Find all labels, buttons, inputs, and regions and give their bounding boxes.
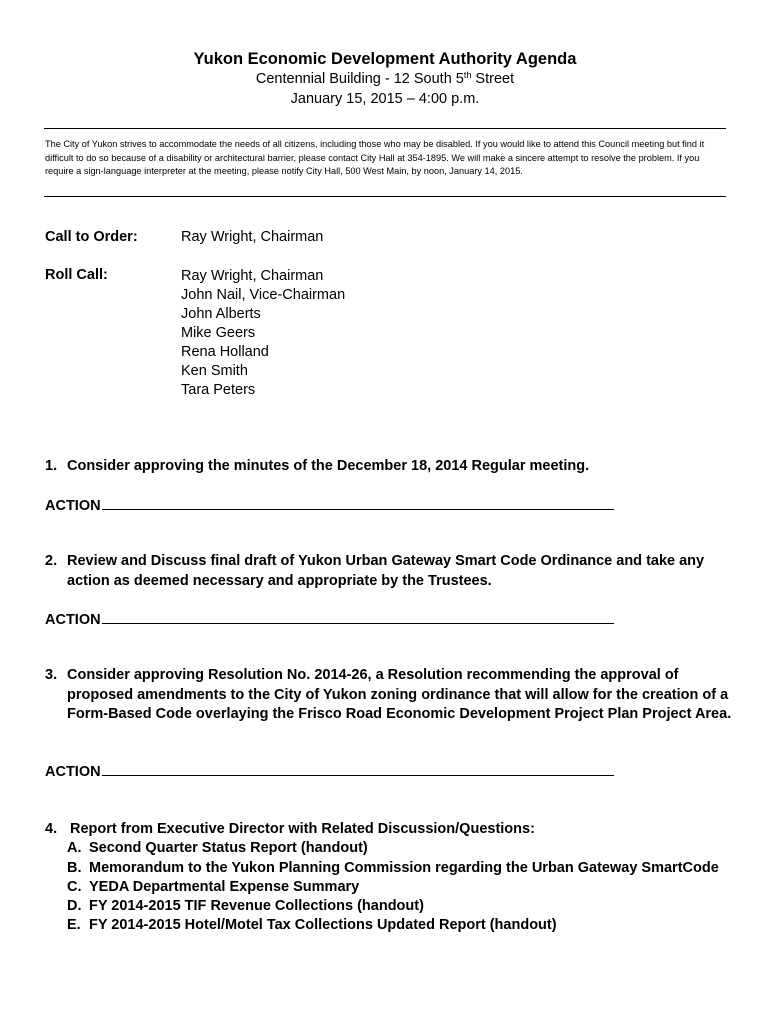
agenda-item-3 — [45, 666, 735, 725]
call-to-order-value: Ray Wright, Chairman — [181, 229, 324, 245]
subitem-text: FY 2014-2015 TIF Revenue Collections (handout) — [89, 898, 424, 915]
location-ordinal: th — [463, 70, 472, 80]
roll-call-member: John Alberts — [181, 306, 261, 322]
action-blank — [102, 609, 614, 624]
report-subitems — [45, 839, 729, 935]
report-subitem — [45, 916, 729, 935]
agenda-item-1 — [45, 457, 735, 477]
agenda-item-number: 1. — [45, 458, 58, 474]
agenda-item-number: 2. — [45, 553, 58, 569]
roll-call-member: John Nail, Vice-Chairman — [181, 287, 346, 303]
call-to-order-label: Call to Order: — [45, 229, 138, 245]
divider-top — [44, 128, 726, 129]
location-suffix: Street — [471, 71, 515, 87]
subitem-text: Second Quarter Status Report (handout) — [89, 840, 368, 857]
agenda-item-number: 4. — [45, 821, 58, 837]
action-blank — [102, 495, 614, 510]
action-line-3 — [45, 761, 614, 780]
agenda-title: Yukon Economic Development Authority Agenda — [193, 50, 577, 68]
agenda-item-4-heading — [45, 820, 729, 839]
agenda-item-2 — [45, 552, 735, 591]
subitem-letter: D. — [67, 898, 82, 915]
report-subitem — [45, 839, 729, 858]
roll-call-member: Rena Holland — [181, 344, 269, 360]
accessibility-notice: The City of Yukon strives to accommodate the needs of all citizens, including those who may be disabled. If you would like to attend this Council meeting but find it difficult to do so because of a disability or architectural barrier, please contact City Hall at 354-1895. We will make a sincere attempt to resolve the problem. If you require a sign-language interpreter at the meeting, please notify City Hall, 500 West Main, by noon, January 14, 2015. — [45, 139, 705, 176]
agenda-item-4 — [45, 820, 729, 936]
subitem-letter: C. — [67, 878, 82, 895]
agenda-item-text: Consider approving the minutes of the December 18, 2014 Regular meeting. — [67, 458, 590, 474]
subitem-text: Memorandum to the Yukon Planning Commission regarding the Urban Gateway SmartCode — [89, 859, 719, 876]
roll-call-member: Mike Geers — [181, 325, 256, 341]
action-label: ACTION — [45, 764, 101, 780]
action-label: ACTION — [45, 498, 101, 514]
roll-call-list — [181, 267, 345, 400]
agenda-item-text: Report from Executive Director with Related Discussion/Questions: — [70, 821, 535, 837]
action-blank — [102, 761, 614, 776]
agenda-item-text: Review and Discuss final draft of Yukon Urban Gateway Smart Code Ordinance and take any action as deemed necessary and appropriate by the Trustees. — [67, 553, 705, 589]
action-line-2 — [45, 609, 614, 628]
subitem-letter: E. — [67, 917, 81, 934]
report-subitem — [45, 878, 729, 897]
roll-call-member: Ray Wright, Chairman — [181, 268, 324, 284]
meeting-date-time: January 15, 2015 – 4:00 p.m. — [290, 91, 480, 107]
divider-bottom — [44, 196, 726, 197]
agenda-item-text: Consider approving Resolution No. 2014-26, a Resolution recommending the approval of proposed amendments to the City of Yukon zoning ordinance that will allow for the creation of a Form-Based Code overlaying the Frisco Road Economic Development Project Plan Project Area. — [67, 667, 732, 722]
action-line-1 — [45, 495, 614, 514]
subitem-letter: A. — [67, 840, 82, 857]
roll-call-member: Tara Peters — [181, 382, 256, 398]
roll-call-label: Roll Call: — [45, 267, 108, 283]
report-subitem — [45, 859, 729, 878]
subitem-text: FY 2014-2015 Hotel/Motel Tax Collections Updated Report (handout) — [89, 917, 557, 934]
roll-call-member: Ken Smith — [181, 363, 248, 379]
action-label: ACTION — [45, 612, 101, 628]
agenda-item-number: 3. — [45, 667, 58, 683]
subitem-letter: B. — [67, 859, 82, 876]
location-prefix: Centennial Building - 12 South 5 — [255, 71, 464, 87]
report-subitem — [45, 897, 729, 916]
subitem-text: YEDA Departmental Expense Summary — [89, 878, 360, 895]
meeting-location — [0, 71, 770, 87]
